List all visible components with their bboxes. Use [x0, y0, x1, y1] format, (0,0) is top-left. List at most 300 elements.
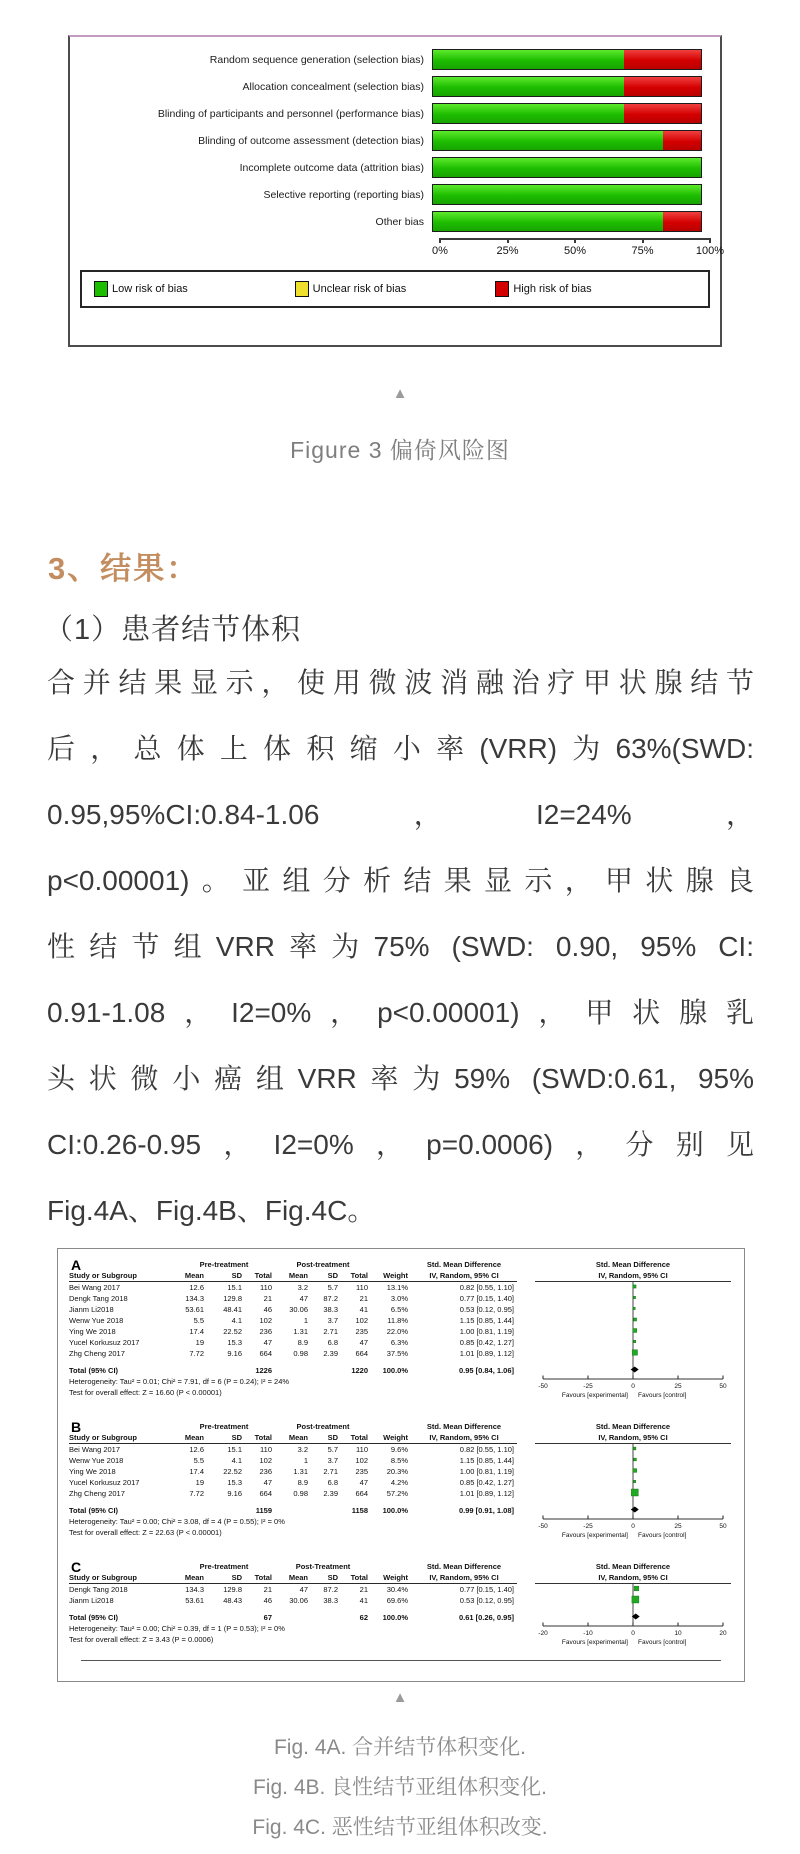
- bias-bar-segment-high: [624, 50, 701, 69]
- forest-study-marker: [633, 1480, 635, 1482]
- forest-study-marker: [633, 1447, 636, 1450]
- forest-cell: [173, 1612, 207, 1623]
- forest-cell: Pre-treatment: [199, 1260, 249, 1269]
- forest-table: [69, 1421, 517, 1538]
- forest-right-header: [535, 1259, 731, 1281]
- forest-right-header-line2: IV, Random, 95% CI: [598, 1271, 668, 1280]
- forest-cell: Total: [245, 1270, 275, 1282]
- forest-cell: 0.98: [293, 1489, 308, 1498]
- forest-cell: 41: [359, 1305, 368, 1314]
- forest-cell: 47: [359, 1338, 368, 1347]
- forest-cell: Yucel Korkusuz 2017: [69, 1338, 140, 1347]
- forest-cell: 110: [356, 1283, 368, 1292]
- forest-cell: 0.61 [0.26, 0.95]: [458, 1613, 514, 1622]
- forest-cell: 102: [355, 1316, 368, 1325]
- forest-cell: 102: [259, 1316, 272, 1325]
- forest-plot-B: [535, 1443, 731, 1541]
- bias-row-label: Incomplete outcome data (attrition bias): [239, 161, 424, 174]
- forest-cell: 4.2%: [390, 1478, 408, 1487]
- forest-cell: Jianm Li2018: [69, 1305, 114, 1314]
- paragraph-line: 后，总体上体积缩小率(VRR)为63%(SWD:: [47, 733, 754, 764]
- forest-cell: 110: [260, 1445, 272, 1454]
- forest-cell: 21: [359, 1294, 368, 1303]
- bias-bar-segment-high: [624, 77, 701, 96]
- svg-text:20: 20: [719, 1630, 727, 1637]
- bias-rows: [80, 46, 710, 235]
- forest-cell: 15.3: [227, 1338, 242, 1347]
- forest-cell: 664: [355, 1489, 368, 1498]
- bias-bar-segment-low: [433, 77, 624, 96]
- forest-cell: 236: [259, 1467, 272, 1476]
- forest-cell: 100.0%: [382, 1366, 408, 1375]
- forest-right-header-line1: Std. Mean Difference: [595, 1562, 671, 1571]
- forest-cell: 30.06: [289, 1596, 308, 1605]
- paragraph-line: 头状微小癌组VRR率为59% (SWD:0.61, 95%: [47, 1063, 754, 1094]
- forest-cell: 12.6: [189, 1283, 204, 1292]
- forest-cell: [173, 1505, 207, 1516]
- figure4-forest-plots[interactable]: [57, 1248, 745, 1682]
- forest-panel-letter: A: [71, 1257, 82, 1273]
- bias-bar: [432, 103, 702, 124]
- forest-heterogeneity: Heterogeneity: Tau² = 0.00; Chi² = 3.08, df = 4 (P = 0.55); I² = 0%: [69, 1517, 285, 1526]
- forest-cell: [275, 1365, 311, 1376]
- forest-cell: [69, 1259, 173, 1270]
- forest-cell: 22.52: [223, 1327, 242, 1336]
- forest-cell: Post-Treatment: [295, 1562, 351, 1571]
- forest-panels: [69, 1259, 733, 1648]
- forest-cell: Study or Subgroup: [69, 1270, 173, 1282]
- bias-row: [80, 46, 710, 73]
- svg-text:50: 50: [719, 1523, 727, 1530]
- bias-row: [80, 100, 710, 127]
- forest-cell: Wenw Yue 2018: [69, 1316, 124, 1325]
- forest-cell: 0.85 [0.42, 1.27]: [459, 1478, 514, 1487]
- svg-text:10: 10: [674, 1630, 682, 1637]
- forest-cell: Total: [341, 1572, 371, 1584]
- forest-cell: 2.39: [323, 1489, 338, 1498]
- forest-cell: 47: [299, 1585, 308, 1594]
- bias-legend-label: High risk of bias: [513, 283, 592, 295]
- forest-cell: 47: [359, 1478, 368, 1487]
- figure4-caption-line: Fig. 4C. 恶性结节亚组体积改变.: [252, 1816, 548, 1839]
- paragraph-line: 性结节组VRR率为75% (SWD: 0.90, 95% CI:: [47, 931, 754, 962]
- forest-cell: 37.5%: [386, 1349, 408, 1358]
- bias-row-label: Blinding of outcome assessment (detection bias): [198, 134, 424, 147]
- forest-cell: Total: [245, 1572, 275, 1584]
- forest-cell: Mean: [173, 1572, 207, 1584]
- forest-cell: 87.2: [323, 1294, 338, 1303]
- bias-row: [80, 127, 710, 154]
- bias-bar-segment-low: [433, 212, 663, 231]
- forest-cell: 21: [263, 1294, 272, 1303]
- forest-study-marker: [633, 1285, 636, 1288]
- forest-cell: 4.1: [231, 1456, 242, 1465]
- figure4-captions: [0, 1728, 800, 1848]
- figure3-caption: Figure 3 偏倚风险图: [290, 437, 510, 463]
- forest-cell: 22.52: [223, 1467, 242, 1476]
- forest-cell: 100.0%: [382, 1506, 408, 1515]
- forest-cell: 110: [260, 1283, 272, 1292]
- forest-cell: 67: [263, 1613, 272, 1622]
- svg-text:Favours [control]: Favours [control]: [638, 1392, 687, 1399]
- forest-cell: 57.2%: [386, 1489, 408, 1498]
- forest-cell: Study or Subgroup: [69, 1572, 173, 1584]
- forest-cell: 236: [259, 1327, 272, 1336]
- forest-cell: Total: [245, 1432, 275, 1444]
- forest-cell: 9.16: [227, 1349, 242, 1358]
- figure4-caption-line: Fig. 4B. 良性结节亚组体积变化.: [252, 1776, 548, 1799]
- svg-text:-25: -25: [583, 1383, 593, 1390]
- forest-panel-B: [69, 1421, 733, 1541]
- bias-legend-item: [94, 281, 295, 297]
- bias-legend-swatch-low: [94, 281, 108, 297]
- forest-cell: [311, 1505, 341, 1516]
- forest-cell: 38.3: [323, 1596, 338, 1605]
- forest-cell: [371, 1561, 411, 1572]
- forest-cell: 129.8: [223, 1294, 242, 1303]
- paragraph: [47, 650, 754, 1244]
- forest-study-marker: [631, 1489, 638, 1496]
- forest-cell: Weight: [371, 1572, 411, 1584]
- forest-cell: 8.5%: [390, 1456, 408, 1465]
- bias-bar-segment-low: [433, 50, 624, 69]
- figure3-risk-of-bias-chart[interactable]: [68, 35, 725, 347]
- forest-table: [69, 1561, 517, 1645]
- forest-cell: 21: [359, 1585, 368, 1594]
- forest-cell: Std. Mean Difference: [426, 1260, 502, 1269]
- forest-study-marker: [633, 1329, 637, 1333]
- forest-cell: Study or Subgroup: [69, 1432, 173, 1444]
- forest-cell: 47: [263, 1478, 272, 1487]
- bias-row-label: Allocation concealment (selection bias): [242, 80, 424, 93]
- forest-cell: [311, 1612, 341, 1623]
- bias-row: [80, 154, 710, 181]
- forest-cell: 1: [303, 1456, 308, 1465]
- forest-cell: 6.3%: [390, 1338, 408, 1347]
- bias-axis: [432, 238, 725, 260]
- forest-study-marker: [634, 1458, 637, 1461]
- forest-cell: 235: [355, 1467, 368, 1476]
- forest-cell: 2.71: [323, 1467, 338, 1476]
- forest-cell: Yucel Korkusuz 2017: [69, 1478, 140, 1487]
- forest-cell: Mean: [275, 1572, 311, 1584]
- forest-overall-effect: Test for overall effect: Z = 16.60 (P < 0.00001): [69, 1388, 222, 1397]
- svg-text:-50: -50: [538, 1523, 548, 1530]
- bias-row-label: Blinding of participants and personnel (performance bias): [157, 107, 424, 120]
- forest-table: [69, 1259, 517, 1398]
- forest-cell: Pre-treatment: [199, 1562, 249, 1571]
- forest-study-marker: [633, 1307, 636, 1310]
- forest-plot-A: [535, 1281, 731, 1401]
- forest-cell: SD: [311, 1572, 341, 1584]
- forest-cell: 48.43: [223, 1596, 242, 1605]
- bias-row-label: Selective reporting (reporting bias): [263, 188, 424, 201]
- forest-cell: 664: [259, 1489, 272, 1498]
- forest-cell: [371, 1421, 411, 1432]
- forest-cell: Bei Wang 2017: [69, 1445, 121, 1454]
- svg-text:Favours [experimental]: Favours [experimental]: [561, 1532, 628, 1539]
- bias-bar: [432, 49, 702, 70]
- bias-bar-segment-high: [624, 104, 701, 123]
- forest-right-header-line1: Std. Mean Difference: [595, 1260, 671, 1269]
- forest-cell: Zhg Cheng 2017: [69, 1349, 125, 1358]
- forest-cell: 1.00 [0.81, 1.19]: [459, 1467, 514, 1476]
- forest-cell: Ying We 2018: [69, 1467, 116, 1476]
- forest-cell: 3.0%: [390, 1294, 408, 1303]
- forest-cell: 9.6%: [390, 1445, 408, 1454]
- forest-cell: Std. Mean Difference: [426, 1422, 502, 1431]
- section-subheading: （1）患者结节体积: [44, 614, 302, 646]
- forest-total-diamond: [631, 1507, 639, 1513]
- svg-text:0: 0: [631, 1630, 635, 1637]
- forest-cell: 2.39: [323, 1349, 338, 1358]
- forest-cell: 41: [359, 1596, 368, 1605]
- forest-cell: 3.2: [297, 1445, 308, 1454]
- forest-cell: 17.4: [189, 1327, 204, 1336]
- forest-cell: 19: [195, 1478, 204, 1487]
- forest-cell: Std. Mean Difference: [426, 1562, 502, 1571]
- forest-cell: 8.9: [297, 1338, 308, 1347]
- svg-text:0: 0: [631, 1523, 635, 1530]
- svg-text:-20: -20: [538, 1630, 548, 1637]
- forest-heterogeneity: Heterogeneity: Tau² = 0.00; Chi² = 0.39, df = 1 (P = 0.53); I² = 0%: [69, 1624, 285, 1633]
- forest-panel-letter: C: [71, 1559, 82, 1575]
- bias-row: [80, 181, 710, 208]
- forest-cell: 4.1: [231, 1316, 242, 1325]
- forest-cell: Post-treatment: [296, 1422, 350, 1431]
- forest-cell: [173, 1365, 207, 1376]
- bias-legend-label: Low risk of bias: [112, 283, 188, 295]
- forest-cell: 6.5%: [390, 1305, 408, 1314]
- forest-cell: 9.16: [227, 1489, 242, 1498]
- forest-cell: 1158: [351, 1506, 368, 1515]
- forest-cell: 2.71: [323, 1327, 338, 1336]
- forest-cell: Post-treatment: [296, 1260, 350, 1269]
- section-heading: 3、结果：: [48, 551, 200, 586]
- bias-axis-tick: [507, 238, 509, 243]
- svg-text:-25: -25: [583, 1523, 593, 1530]
- svg-text:Favours [control]: Favours [control]: [638, 1532, 687, 1539]
- bias-bar-segment-low: [433, 104, 624, 123]
- forest-cell: Mean: [275, 1432, 311, 1444]
- forest-cell: 102: [355, 1456, 368, 1465]
- forest-cell: 38.3: [323, 1305, 338, 1314]
- bias-bar-segment-low: [433, 158, 701, 177]
- forest-cell: 1: [303, 1316, 308, 1325]
- forest-cell: Weight: [371, 1270, 411, 1282]
- forest-right-header: [535, 1421, 731, 1443]
- forest-cell: 12.6: [189, 1445, 204, 1454]
- forest-cell: SD: [207, 1432, 245, 1444]
- forest-cell: 1.00 [0.81, 1.19]: [459, 1327, 514, 1336]
- forest-cell: Wenw Yue 2018: [69, 1456, 124, 1465]
- forest-cell: 3.2: [297, 1283, 308, 1292]
- forest-study-marker: [632, 1350, 637, 1355]
- svg-text:-10: -10: [583, 1630, 593, 1637]
- forest-total-diamond: [631, 1367, 639, 1373]
- bias-axis-tick: [439, 238, 441, 243]
- forest-overall-effect: Test for overall effect: Z = 22.63 (P < 0.00001): [69, 1528, 222, 1537]
- forest-cell: Pre-treatment: [199, 1422, 249, 1431]
- forest-cell: 6.8: [327, 1478, 338, 1487]
- forest-cell: 0.85 [0.42, 1.27]: [459, 1338, 514, 1347]
- forest-cell: Dengk Tang 2018: [69, 1294, 128, 1303]
- bias-bar: [432, 184, 702, 205]
- forest-cell: 1.01 [0.89, 1.12]: [459, 1489, 514, 1498]
- forest-cell: Total: [341, 1270, 371, 1282]
- forest-cell: Mean: [173, 1270, 207, 1282]
- figure4-bottom-rule: [81, 1660, 721, 1661]
- forest-cell: 21: [263, 1585, 272, 1594]
- forest-cell: [207, 1612, 245, 1623]
- figure4-caption-line: Fig. 4A. 合并结节体积变化.: [273, 1736, 527, 1759]
- forest-cell: Total (95% CI): [69, 1366, 119, 1375]
- svg-text:25: 25: [674, 1383, 682, 1390]
- bias-legend-item: [295, 281, 496, 297]
- forest-panel-letter: B: [71, 1419, 82, 1435]
- forest-cell: 11.8%: [387, 1316, 408, 1325]
- bias-axis-tick-label: 75%: [631, 245, 654, 257]
- bias-legend: [80, 270, 710, 308]
- forest-cell: IV, Random, 95% CI: [411, 1432, 517, 1444]
- forest-cell: 100.0%: [382, 1613, 408, 1622]
- bias-legend-item: [495, 281, 696, 297]
- forest-cell: 15.1: [227, 1283, 242, 1292]
- forest-cell: 5.5: [193, 1456, 204, 1465]
- bias-axis-tick-label: 50%: [563, 245, 587, 257]
- forest-cell: 110: [356, 1445, 368, 1454]
- forest-cell: 87.2: [323, 1585, 338, 1594]
- bias-legend-swatch-high: [495, 281, 509, 297]
- forest-cell: 664: [259, 1349, 272, 1358]
- forest-cell: 0.99 [0.91, 1.08]: [458, 1506, 514, 1515]
- bias-bar: [432, 130, 702, 151]
- paragraph-line: p<0.00001)。亚组分析结果显示，甲状腺良: [47, 865, 754, 896]
- forest-cell: 0.77 [0.15, 1.40]: [459, 1294, 514, 1303]
- forest-cell: 1.01 [0.89, 1.12]: [459, 1349, 514, 1358]
- forest-cell: SD: [207, 1572, 245, 1584]
- forest-cell: 6.8: [327, 1338, 338, 1347]
- forest-cell: [69, 1561, 173, 1572]
- bias-legend-swatch-unclear: [295, 281, 309, 297]
- forest-cell: 15.1: [227, 1445, 242, 1454]
- forest-cell: 30.4%: [386, 1585, 408, 1594]
- paragraph-line: 0.91-1.08，I2=0%，p<0.00001)，甲状腺乳: [47, 997, 754, 1028]
- forest-cell: 1.15 [0.85, 1.44]: [459, 1456, 514, 1465]
- forest-cell: [207, 1365, 245, 1376]
- forest-cell: 1.15 [0.85, 1.44]: [459, 1316, 514, 1325]
- forest-plot-C: [535, 1583, 731, 1648]
- collapse-triangle-icon: ▲: [392, 1689, 408, 1706]
- forest-cell: 5.7: [327, 1283, 338, 1292]
- forest-panel-C: [69, 1561, 733, 1648]
- forest-heterogeneity: Heterogeneity: Tau² = 0.01; Chi² = 7.91, df = 6 (P = 0.24); I² = 24%: [69, 1377, 290, 1386]
- forest-cell: 46: [263, 1305, 272, 1314]
- forest-cell: Total (95% CI): [69, 1613, 119, 1622]
- svg-text:Favours [control]: Favours [control]: [638, 1639, 687, 1646]
- forest-cell: 47: [263, 1338, 272, 1347]
- forest-cell: Total: [341, 1432, 371, 1444]
- forest-cell: 53.61: [185, 1596, 204, 1605]
- forest-cell: [371, 1259, 411, 1270]
- bias-axis-tick-label: 25%: [496, 245, 519, 257]
- forest-cell: 0.82 [0.55, 1.10]: [459, 1445, 514, 1454]
- forest-cell: 134.3: [185, 1585, 204, 1594]
- forest-study-marker: [634, 1586, 639, 1591]
- forest-cell: 1226: [255, 1366, 272, 1375]
- bias-axis-tick: [709, 238, 711, 243]
- forest-cell: [69, 1421, 173, 1432]
- forest-right-header: [535, 1561, 731, 1583]
- forest-cell: 5.5: [193, 1316, 204, 1325]
- forest-cell: Dengk Tang 2018: [69, 1585, 128, 1594]
- forest-cell: Jianm Li2018: [69, 1596, 114, 1605]
- forest-cell: [275, 1612, 311, 1623]
- forest-cell: 47: [299, 1294, 308, 1303]
- forest-cell: 19: [195, 1338, 204, 1347]
- bias-row: [80, 208, 710, 235]
- bias-legend-label: Unclear risk of bias: [312, 283, 407, 295]
- forest-cell: 0.53 [0.12, 0.95]: [459, 1305, 514, 1314]
- forest-cell: 235: [355, 1327, 368, 1336]
- svg-text:0: 0: [631, 1383, 635, 1390]
- forest-cell: 664: [355, 1349, 368, 1358]
- forest-cell: 8.9: [297, 1478, 308, 1487]
- svg-text:25: 25: [674, 1523, 682, 1530]
- forest-right-header-line1: Std. Mean Difference: [595, 1422, 671, 1431]
- forest-cell: Mean: [173, 1432, 207, 1444]
- collapse-triangle-icon: ▲: [392, 385, 408, 402]
- forest-cell: Bei Wang 2017: [69, 1283, 121, 1292]
- forest-cell: 129.8: [223, 1585, 242, 1594]
- forest-study-marker: [632, 1596, 639, 1603]
- bias-bar-segment-high: [663, 131, 701, 150]
- bias-row-label: Random sequence generation (selection bias): [209, 53, 424, 66]
- forest-panel-A: [69, 1259, 733, 1401]
- forest-cell: 30.06: [289, 1305, 308, 1314]
- forest-cell: 1.31: [293, 1467, 308, 1476]
- forest-cell: 62: [359, 1613, 368, 1622]
- forest-cell: SD: [207, 1270, 245, 1282]
- forest-cell: 20.3%: [386, 1467, 408, 1476]
- forest-cell: IV, Random, 95% CI: [411, 1270, 517, 1282]
- forest-cell: Zhg Cheng 2017: [69, 1489, 125, 1498]
- forest-cell: 5.7: [327, 1445, 338, 1454]
- bias-axis-tick: [574, 238, 576, 243]
- forest-cell: [207, 1505, 245, 1516]
- forest-cell: [311, 1365, 341, 1376]
- forest-cell: 0.98: [293, 1349, 308, 1358]
- forest-study-marker: [633, 1340, 636, 1343]
- forest-cell: 46: [263, 1596, 272, 1605]
- forest-cell: 0.77 [0.15, 1.40]: [459, 1585, 514, 1594]
- forest-cell: 53.61: [185, 1305, 204, 1314]
- forest-cell: SD: [311, 1270, 341, 1282]
- forest-cell: 7.72: [189, 1349, 204, 1358]
- forest-right-header-line2: IV, Random, 95% CI: [598, 1433, 668, 1442]
- forest-cell: Total (95% CI): [69, 1506, 119, 1515]
- forest-cell: [275, 1505, 311, 1516]
- bias-row: [80, 73, 710, 100]
- forest-cell: 134.3: [185, 1294, 204, 1303]
- bias-bar-segment-low: [433, 185, 701, 204]
- forest-cell: 1220: [351, 1366, 368, 1375]
- forest-cell: 1159: [255, 1506, 272, 1515]
- forest-overall-effect: Test for overall effect: Z = 3.43 (P = 0.0006): [69, 1635, 214, 1644]
- bias-bar-segment-high: [663, 212, 701, 231]
- forest-cell: 22.0%: [386, 1327, 408, 1336]
- forest-cell: 1.31: [293, 1327, 308, 1336]
